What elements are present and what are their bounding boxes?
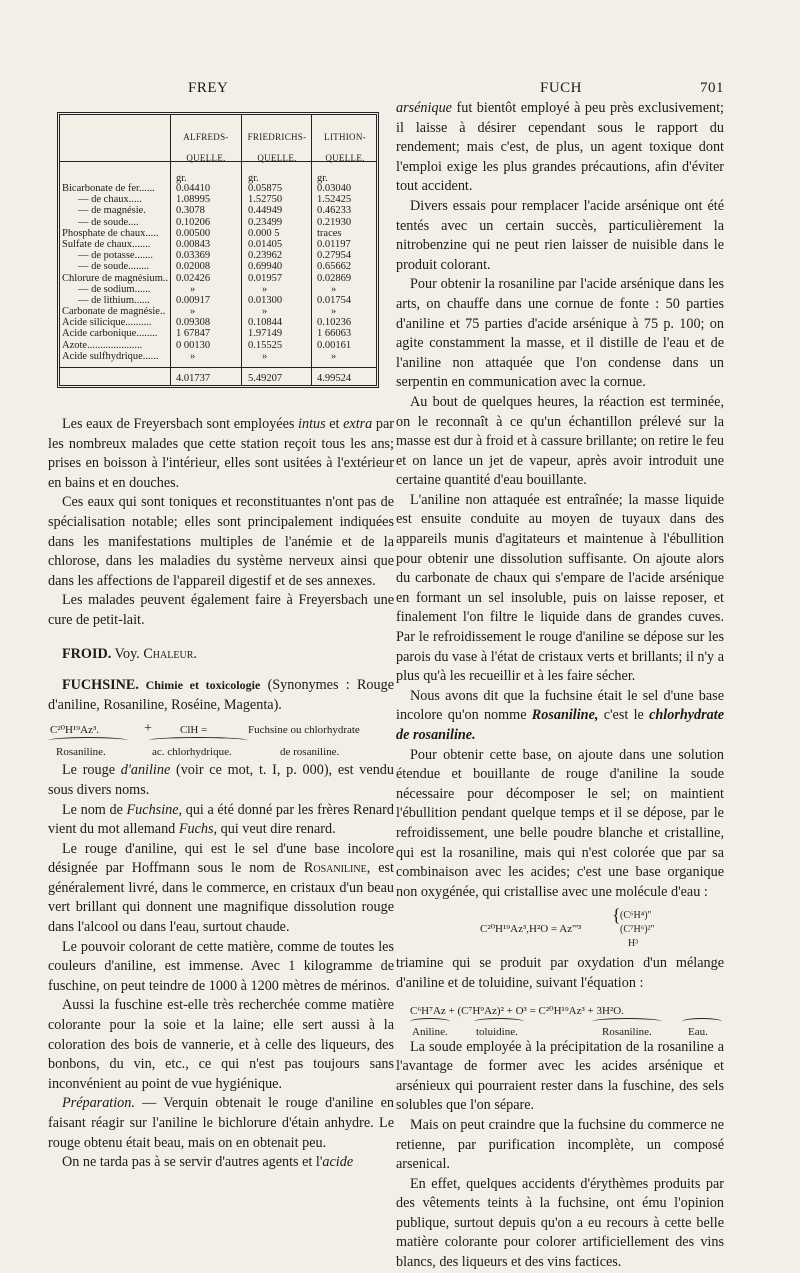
paragraph: Le rouge d'aniline, qui est le sel d'une base incolore désignée par Hoffmann sous le nom de Rosaniline, est généralement livré, dans le commerce, en cristaux d'un beau vert brillant qui donnent une magnifique dissolution rouge dans l'alcool ou dans l'eau, surtout chaude. — [48, 840, 394, 936]
table-cell: 0.21930 — [317, 216, 352, 228]
row-label: Acide silicique.......... — [62, 317, 152, 329]
total-friedrichs: 5.49207 — [248, 373, 283, 384]
unit-label: gr. — [248, 173, 259, 184]
paragraph: arsénique fut bientôt employé à peu près exclusivement; il laisse à désirer cependant sous le rapport du rendement; mais c'est, de plus, un agent toxique dont l'emploi exige les plus grandes précautions, afin d'éviter tout accident. — [396, 100, 724, 195]
table-row — [60, 317, 376, 328]
unit-label: gr. — [317, 173, 328, 184]
table-cell: » — [262, 350, 268, 362]
paragraph: Préparation. — Verquin obtenait le rouge d'aniline en faisant réagir sur l'aniline le bichlorure d'étain anhydre. Le rouge obtenu était beau, mais on en obtenait peu. — [48, 1095, 394, 1151]
table-row — [60, 328, 376, 339]
table-cell: 0.00161 — [317, 339, 352, 351]
table-row — [60, 351, 376, 362]
formula-equation: C⁶H⁷Az + (C⁷H⁹Az)² + O³ = C²⁰H¹⁹Az³ + 3H²O. Aniline. toluidine. Rosaniline. Eau. — [396, 994, 724, 1038]
left-column — [48, 415, 394, 1173]
paragraph: L'aniline non attaquée est entraînée; la masse liquide est ensuite conduite au moyen de tuyaux dans des appareils munis d'agitateurs et maintenue à l'ébullition pour obtenir une dissolution suffisante. On ajoute alors du carbonate de chaux qui s'empare de l'acide arsénique en formant un sel insoluble, puis on laisse reposer, et finalement l'on filtre le liquide dans de grandes cuves. Par le refroidissement le rouge d'aniline se dépose sur les parois du vase à l'état de cristaux verts et brillants; il n'y a plus qu'à les recueillir et à les faire sécher. — [396, 491, 724, 685]
table-row — [60, 295, 376, 306]
table-cell: 0.10844 — [248, 317, 283, 329]
formula-fuchsine: C²⁰H¹⁹Az³. + ClH = Fuchsine ou chlorhydrate Rosaniline. ac. chlorhydrique. de rosaniline. — [50, 721, 360, 759]
paragraph: On ne tarda pas à se servir d'autres agents et l'acide — [62, 1154, 354, 1171]
table-row — [60, 194, 376, 205]
table-cell: » — [331, 350, 337, 362]
table-cell: 0.09308 — [176, 317, 211, 329]
paragraph: Pour obtenir cette base, on ajoute dans une solution étendue et bouillante de rouge d'aniline la soude nécessaire pour décomposer le sel; on maintient l'ébullition pendant quelque temps et il se dépose, par le refroidissement, une belle poudre blanche et cristalline, qui est la rosaniline, mais qui n'est colorée que par sa combinaison avec les acides; c'est une base organique non oxygénée, qui cristallise avec une molécule d'eau : — [396, 746, 724, 900]
table-cell: 1 66063 — [317, 328, 352, 340]
paragraph: Pour obtenir la rosaniline par l'acide arsénique dans les arts, on chauffe dans une cornue de fonte : 50 parties d'aniline et 75 parties d'acide arsénique à 75 p. 100; on agite constamment la masse, et il distille de l'eau et de l'aniline non attaquée que l'on condense dans un serpentin en communication avec la cornue. — [396, 276, 724, 391]
table-row — [60, 217, 376, 228]
table-row — [60, 306, 376, 317]
table-cell: 0.01197 — [317, 238, 351, 250]
row-label: — de soude.... — [78, 216, 139, 228]
table-cell: » — [331, 306, 337, 318]
row-label: Phosphate de chaux..... — [62, 227, 159, 239]
row-label: Carbonate de magnésie.. — [62, 306, 166, 318]
right-column — [396, 99, 724, 1273]
table-cell: 0.46233 — [317, 205, 352, 217]
table-cell: 0.000 5 — [248, 227, 280, 239]
table-cell: 0.00917 — [176, 294, 211, 306]
table-cell: 0.23962 — [248, 250, 283, 262]
table-cell: 0.03040 — [317, 183, 352, 194]
entry-fuchsine: FUCHSINE. Chimie et toxicologie (Synonymes : Rouge d'aniline, Rosaniline, Roséine, Magenta). — [48, 677, 394, 713]
table-cell: 0.44949 — [248, 205, 283, 217]
paragraph: Aussi la fuschine est-elle très recherchée comme matière colorante pour la soie et la laine; elle sert aussi à la coloration des bois de vannerie, et à celle des liqueurs, des bonbons, du vin, etc., ce qui n'est pas toujours sans inconvénient au point de vue hygiénique. — [48, 997, 394, 1092]
paragraph: Divers essais pour remplacer l'acide arsénique ont été tentés avec un certain succès, particulièrement la nitrobenzine qui ne peut rien laisser de nuisible dans le produit colorant. — [396, 197, 724, 273]
table-cell: 0.01754 — [317, 294, 352, 306]
table-totals-row — [60, 367, 376, 388]
table-cell: 0.15525 — [248, 339, 283, 351]
table-cell: 0.01957 — [248, 272, 283, 284]
paragraph: En effet, quelques accidents d'érythèmes produits par des vêtements teints à la fuchsine, ont ému l'opinion publique, surtout depuis qu'on a eu recours à cette belle matière colorante pour colorer artificiellement des vins blancs, des liqueurs et des vins factices. — [396, 1175, 724, 1271]
row-label: Chlorure de magnésium.. — [62, 272, 169, 284]
table-cell: 1.52750 — [248, 194, 283, 206]
row-label: — de lithium...... — [78, 294, 150, 306]
table-cell: 0.02008 — [176, 261, 211, 273]
table-row — [60, 183, 376, 194]
paragraph: Mais on peut craindre que la fuchsine du commerce ne retienne, par purification incomplète, un composé arsenical. — [396, 1116, 724, 1173]
table-cell: 0.02869 — [317, 272, 352, 284]
table-cell: 0.27954 — [317, 250, 352, 262]
table-row — [60, 261, 376, 272]
table-cell: » — [331, 283, 337, 295]
entry-froid: FROID. Voy. Chaleur. — [62, 645, 197, 662]
paragraph: Nous avons dit que la fuchsine était le sel d'une base incolore qu'on nomme Rosaniline, c'est le chlorhydrate de rosaniline. — [396, 687, 724, 743]
column-header-lithion: LITHION-QUELLE. — [324, 132, 366, 163]
table-cell: 0.01405 — [248, 238, 283, 250]
table-cell: 0.10236 — [317, 317, 352, 329]
table-cell: 0 00130 — [176, 339, 211, 351]
table-cell: 0.01300 — [248, 294, 283, 306]
table-row — [60, 205, 376, 216]
row-label: — de sodium...... — [78, 283, 151, 295]
table-row — [60, 250, 376, 261]
table-cell: 0.05875 — [248, 183, 283, 194]
mineral-analysis-table — [57, 112, 379, 388]
table-row — [60, 284, 376, 295]
table-cell: 0.04410 — [176, 183, 211, 194]
table-cell: 0.02426 — [176, 272, 211, 284]
table-body — [60, 183, 376, 362]
table-cell: 0.3078 — [176, 205, 205, 217]
table-cell: 0.00843 — [176, 238, 211, 250]
table-cell: 1.52425 — [317, 194, 352, 206]
column-header-friedrichs: FRIEDRICHS-QUELLE. — [247, 132, 307, 163]
paragraph: Ces eaux qui sont toniques et reconstituantes n'ont pas de spécialisation notable; elles sont principalement indiquées dans les manifestations multiples de l'anémie et de la chlorose, dans les maladies du système nerveux ainsi que dans les affections de l'appareil digestif et de ses annexes. — [48, 494, 394, 589]
table-cell: 0.65662 — [317, 261, 352, 273]
row-label: Azote..................... — [62, 339, 143, 351]
table-cell: » — [190, 306, 196, 318]
table-row — [60, 239, 376, 250]
table-cell: 0.10206 — [176, 216, 211, 228]
table-cell: 1.08995 — [176, 194, 211, 206]
running-head-left: FREY — [188, 80, 229, 96]
table-cell: 1.97149 — [248, 328, 283, 340]
row-label: — de magnésie. — [78, 205, 146, 217]
paragraph: Le nom de Fuchsine, qui a été donné par les frères Renard vient du mot allemand Fuchs, qui veut dire renard. — [48, 801, 394, 838]
row-label: Sulfate de chaux....... — [62, 238, 151, 250]
row-label: Bicarbonate de fer...... — [62, 183, 155, 194]
total-alfreds: 4.01737 — [176, 373, 211, 384]
row-label: Acide sulfhydrique...... — [62, 350, 159, 362]
paragraph: Le pouvoir colorant de cette matière, comme de toutes les couleurs d'aniline, est immense. Avec 1 kilogramme de fuschine, on peut teindre de 1000 à 1200 mètres de mérinos. — [48, 938, 394, 994]
table-cell: 1 67847 — [176, 328, 211, 340]
paragraph: Les eaux de Freyersbach sont employées intus et extra par les nombreux malades que cette station reçoit tous les ans; prises en boisson à l'intérieur, elles sont usitées à l'extérieur en bains et en douches. — [48, 416, 394, 491]
table-cell: 0.23499 — [248, 216, 283, 228]
paragraph: Au bout de quelques heures, la réaction est terminée, on le reconnaît à ce qu'un échantillon prélevé sur la masse est dur à froid et à cassure brillante; on retire le feu et on lance un jet de vapeur, après avoir introduit une certaine quantité d'eau bouillante. — [396, 393, 724, 489]
table-cell: 0.03369 — [176, 250, 211, 262]
formula-rosaniline-hydrate: C²⁰H¹⁹Az³,H²O = Az'''³ { (C⁶H⁴)'' (C⁷H⁶)²'' H³ — [480, 905, 655, 950]
paragraph: Le rouge d'aniline (voir ce mot, t. I, p. 000), est vendu sous divers noms. — [48, 762, 394, 798]
paragraph: triamine qui se produit par oxydation d'un mélange d'aniline et de toluidine, suivant l'équation : — [396, 955, 724, 991]
row-label: — de chaux..... — [78, 194, 142, 206]
table-row — [60, 228, 376, 239]
table-row — [60, 340, 376, 351]
table-cell: » — [262, 283, 268, 295]
table-header-row — [60, 115, 376, 162]
table-cell: » — [262, 306, 268, 318]
unit-label: gr. — [176, 173, 187, 184]
table-cell: 0.00500 — [176, 227, 211, 239]
table-cell: traces — [317, 227, 342, 239]
row-label: — de soude........ — [78, 261, 150, 273]
running-head-center: FUCH — [540, 80, 583, 96]
total-lithion: 4.99524 — [317, 373, 352, 384]
row-label: Acide carbonique........ — [62, 328, 158, 340]
table-cell: » — [190, 283, 196, 295]
row-label: — de potasse....... — [78, 250, 153, 262]
column-header-alfreds: ALFREDS-QUELLE. — [183, 132, 229, 163]
table-row — [60, 273, 376, 284]
paragraph: La soude employée à la précipitation de la rosaniline a l'avantage de former avec les acides arsénique et arsénieux qui pourraient rester dans la fuschine, des sels solubles que l'on sépare. — [396, 1038, 724, 1114]
paragraph: Les malades peuvent également faire à Freyersbach une cure de petit-lait. — [48, 592, 394, 628]
table-cell: 0.69940 — [248, 261, 283, 273]
page-number: 701 — [700, 80, 724, 96]
table-cell: » — [190, 350, 196, 362]
